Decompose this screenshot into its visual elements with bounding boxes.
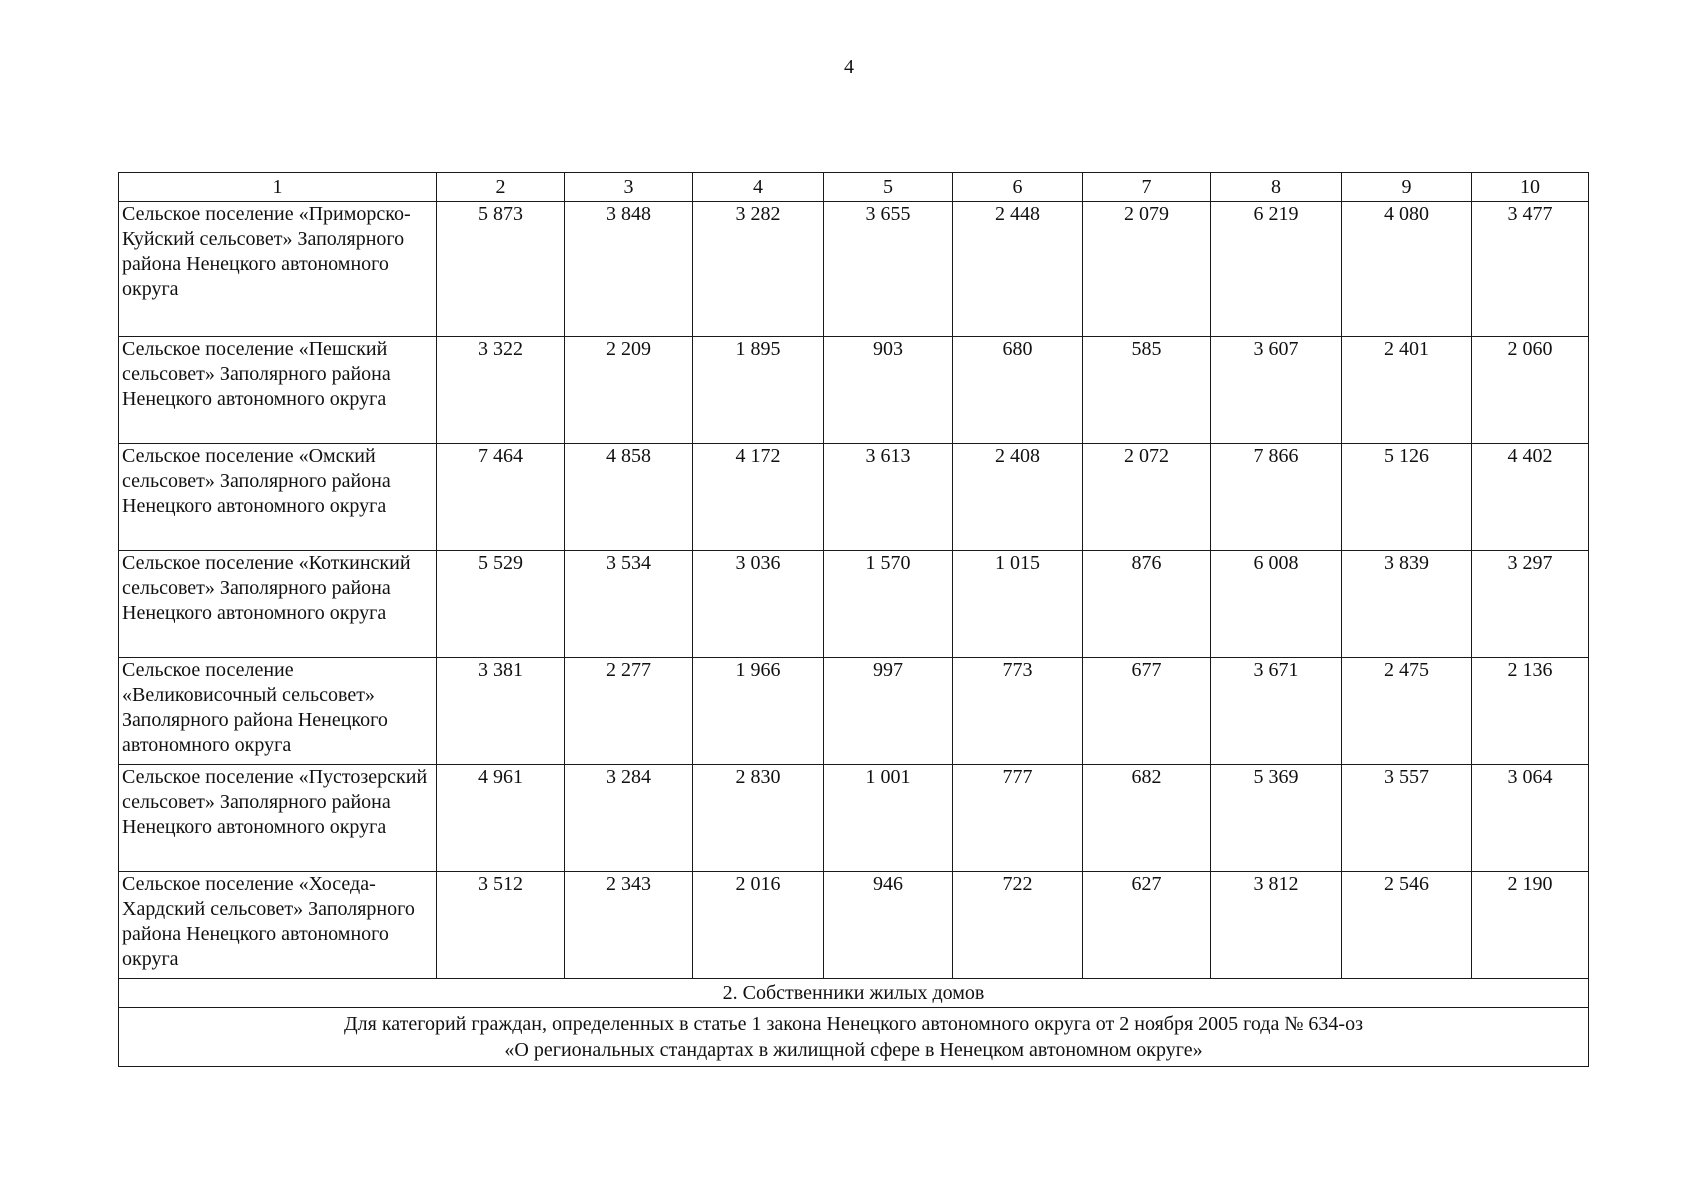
table-body [119, 173, 1589, 1067]
settlement-name-cell: Сельское поселение «Хоседа-Хардский сельсовет» Заполярного района Ненецкого автономного округа [119, 872, 437, 979]
value-cell: 2 343 [565, 872, 693, 979]
value-cell: 3 064 [1472, 765, 1589, 872]
data-table [118, 172, 1589, 1067]
value-cell: 3 839 [1342, 551, 1472, 658]
value-cell: 3 607 [1211, 337, 1342, 444]
value-cell: 3 512 [437, 872, 565, 979]
value-cell: 3 848 [565, 202, 693, 337]
table-row [119, 658, 1589, 765]
value-cell: 1 895 [693, 337, 824, 444]
value-cell: 3 671 [1211, 658, 1342, 765]
value-cell: 3 557 [1342, 765, 1472, 872]
value-cell: 2 408 [953, 444, 1083, 551]
note-row [119, 1008, 1589, 1067]
value-cell: 876 [1083, 551, 1211, 658]
value-cell: 3 036 [693, 551, 824, 658]
settlement-name-cell: Сельское поселение «Омский сельсовет» Заполярного района Ненецкого автономного округа [119, 444, 437, 551]
header-cell: 5 [824, 173, 953, 202]
value-cell: 2 079 [1083, 202, 1211, 337]
value-cell: 773 [953, 658, 1083, 765]
value-cell: 3 284 [565, 765, 693, 872]
value-cell: 677 [1083, 658, 1211, 765]
value-cell: 5 529 [437, 551, 565, 658]
header-cell: 9 [1342, 173, 1472, 202]
value-cell: 5 369 [1211, 765, 1342, 872]
note-cell [119, 1008, 1589, 1067]
value-cell: 3 655 [824, 202, 953, 337]
header-cell: 6 [953, 173, 1083, 202]
value-cell: 7 464 [437, 444, 565, 551]
page-number: 4 [844, 56, 854, 78]
value-cell: 997 [824, 658, 953, 765]
header-cell: 2 [437, 173, 565, 202]
value-cell: 3 322 [437, 337, 565, 444]
value-cell: 1 001 [824, 765, 953, 872]
value-cell: 680 [953, 337, 1083, 444]
value-cell: 2 546 [1342, 872, 1472, 979]
value-cell: 2 190 [1472, 872, 1589, 979]
note-line-1: Для категорий граждан, определенных в статье 1 закона Ненецкого автономного округа от 2 ноября 2005 года № 634-оз [344, 1013, 1363, 1035]
value-cell: 3 297 [1472, 551, 1589, 658]
table-header-row [119, 173, 1589, 202]
value-cell: 4 402 [1472, 444, 1589, 551]
value-cell: 2 209 [565, 337, 693, 444]
value-cell: 2 072 [1083, 444, 1211, 551]
value-cell: 3 613 [824, 444, 953, 551]
value-cell: 7 866 [1211, 444, 1342, 551]
value-cell: 5 873 [437, 202, 565, 337]
value-cell: 2 136 [1472, 658, 1589, 765]
value-cell: 946 [824, 872, 953, 979]
value-cell: 3 282 [693, 202, 824, 337]
value-cell: 3 477 [1472, 202, 1589, 337]
table-row [119, 202, 1589, 337]
settlement-name-cell: Сельское поселение «Пустозерский сельсовет» Заполярного района Ненецкого автономного округа [119, 765, 437, 872]
value-cell: 3 812 [1211, 872, 1342, 979]
value-cell: 777 [953, 765, 1083, 872]
value-cell: 2 401 [1342, 337, 1472, 444]
value-cell: 627 [1083, 872, 1211, 979]
value-cell: 5 126 [1342, 444, 1472, 551]
value-cell: 3 381 [437, 658, 565, 765]
value-cell: 722 [953, 872, 1083, 979]
table-row [119, 444, 1589, 551]
value-cell: 2 475 [1342, 658, 1472, 765]
header-cell: 8 [1211, 173, 1342, 202]
value-cell: 2 016 [693, 872, 824, 979]
table-row [119, 765, 1589, 872]
section-title: 2. Собственники жилых домов [119, 979, 1589, 1008]
value-cell: 1 966 [693, 658, 824, 765]
value-cell: 6 219 [1211, 202, 1342, 337]
value-cell: 4 961 [437, 765, 565, 872]
value-cell: 2 060 [1472, 337, 1589, 444]
value-cell: 682 [1083, 765, 1211, 872]
value-cell: 2 830 [693, 765, 824, 872]
value-cell: 2 448 [953, 202, 1083, 337]
note-line-2: «О региональных стандартах в жилищной сфере в Ненецком автономном округе» [504, 1039, 1203, 1061]
value-cell: 2 277 [565, 658, 693, 765]
value-cell: 3 534 [565, 551, 693, 658]
settlement-name-cell: Сельское поселение «Приморско-Куйский сельсовет» Заполярного района Ненецкого автономного округа [119, 202, 437, 337]
table-row [119, 551, 1589, 658]
value-cell: 1 570 [824, 551, 953, 658]
section-row [119, 979, 1589, 1008]
value-cell: 903 [824, 337, 953, 444]
value-cell: 1 015 [953, 551, 1083, 658]
value-cell: 585 [1083, 337, 1211, 444]
table-row [119, 872, 1589, 979]
header-cell: 3 [565, 173, 693, 202]
table-row [119, 337, 1589, 444]
settlement-name-cell: Сельское поселение «Пешский сельсовет» Заполярного района Ненецкого автономного округа [119, 337, 437, 444]
value-cell: 6 008 [1211, 551, 1342, 658]
value-cell: 4 080 [1342, 202, 1472, 337]
settlement-name-cell: Сельское поселение «Коткинский сельсовет» Заполярного района Ненецкого автономного округа [119, 551, 437, 658]
header-cell: 1 [119, 173, 437, 202]
header-cell: 10 [1472, 173, 1589, 202]
header-cell: 4 [693, 173, 824, 202]
settlement-name-cell: Сельское поселение «Великовисочный сельсовет» Заполярного района Ненецкого автономного округа [119, 658, 437, 765]
value-cell: 4 172 [693, 444, 824, 551]
value-cell: 4 858 [565, 444, 693, 551]
header-cell: 7 [1083, 173, 1211, 202]
